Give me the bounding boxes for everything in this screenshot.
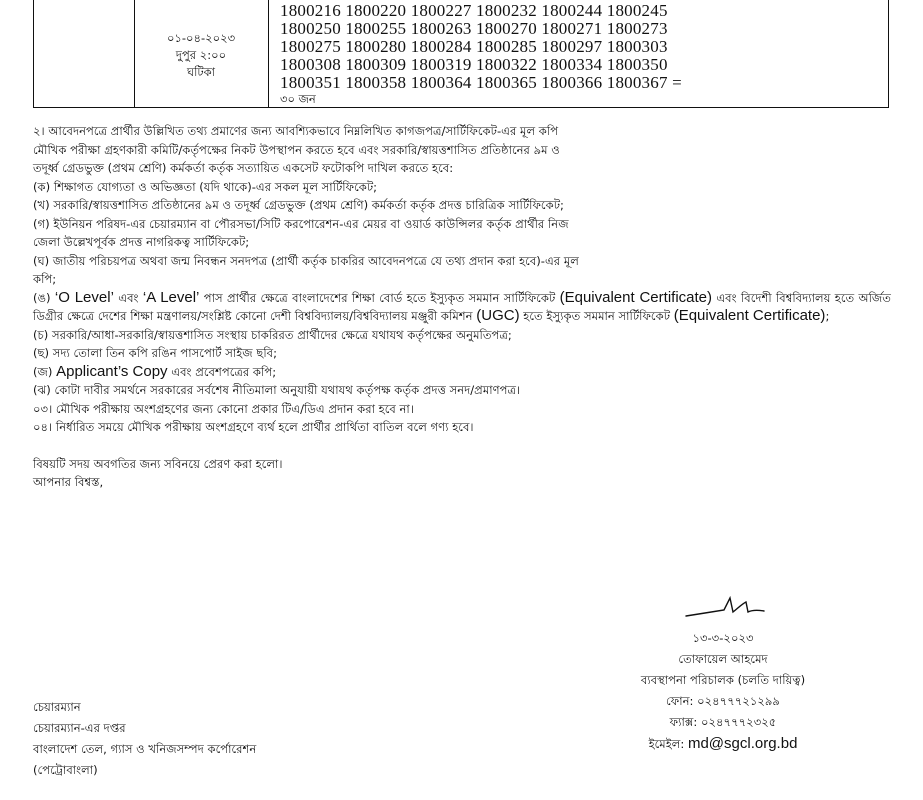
item-text: এবং বিদেশী বিশ্ববিদ্যালয় হতে অর্জিত ডিগ্রীর ক্ষেত্রে দেশের শিক্ষা bbox=[33, 290, 891, 323]
equivalent-certificate-text: (Equivalent Certificate) bbox=[559, 288, 712, 306]
list-item-cha: (চ) সরকারি/আধা-সরকারি/স্বায়ত্তশাসিত সংস্থায় চাকরিরত প্রার্থীদের ক্ষেত্রে যথাযথ কর্তৃপক্ষের অনুমতিপত্র; bbox=[33, 327, 512, 342]
closing-line: বিষয়টি সদয় অবগতির জন্য সবিনয়ে প্রেরণ করা হলো। bbox=[33, 456, 283, 471]
list-item-jha: (ঝ) কোটা দাবীর সমর্থনে সরকারের সর্বশেষ নীতিমালা অনুযায়ী যথাযথ কর্তৃপক্ষ কর্তৃক প্রদত্ত সনদ/প্রমাণপত্র। bbox=[33, 383, 521, 397]
interview-time: দুপুর ২:০০ bbox=[175, 48, 227, 62]
letter-body bbox=[33, 122, 891, 492]
interview-time-unit: ঘটিকা bbox=[186, 65, 216, 79]
list-item-umo bbox=[33, 289, 891, 326]
list-item-ga: (গ) ইউনিয়ন পরিষদ-এর চেয়ারম্যান বা পৌরসভা/সিটি করপোরেশন-এর মেয়র বা ওয়ার্ড কাউন্সিলর কর্তৃক প্রার্থীর নিজ bbox=[33, 216, 569, 231]
item-text: এবং প্রবেশপত্রের কপি; bbox=[167, 364, 277, 379]
roll-line: 1800216 1800220 1800227 1800232 1800244 1800245 bbox=[280, 1, 668, 20]
signatory-name: তোফায়েল আহমেদ bbox=[678, 652, 768, 666]
paragraph-2-line: ২। আবেদনপত্রে প্রার্থীর উল্লিখিত তথ্য প্রমাণের জন্য আবশ্যিকভাবে নিম্নলিখিত কাগজপত্র/সার্টিফিকেট-এর মূল কপি bbox=[33, 124, 559, 138]
item-text: ; bbox=[825, 309, 830, 323]
interview-schedule-table bbox=[33, 0, 889, 108]
paragraph-3: ০৩। মৌখিক পরীক্ষায় অংশগ্রহণের জন্য কোনো প্রকার টিএ/ডিএ প্রদান করা হবে না। bbox=[33, 401, 414, 416]
item-text: এবং bbox=[113, 290, 143, 305]
phone-number: ফোন: ০২৪৭৭৭২১২৯৯ bbox=[666, 694, 780, 708]
ugc-text: (UGC) bbox=[476, 307, 520, 324]
applicants-copy-text: Applicant’s Copy bbox=[56, 362, 168, 380]
list-item-gha: কপি; bbox=[33, 272, 57, 286]
recipient-line: (পেট্রোবাংলা) bbox=[33, 763, 98, 777]
table-cell-date-time bbox=[134, 0, 269, 107]
equivalent-certificate-text: (Equivalent Certificate) bbox=[673, 307, 826, 324]
roll-line: 1800275 1800280 1800284 1800285 1800297 1800303 bbox=[280, 37, 668, 56]
paragraph-4: ০৪। নির্ধারিত সময়ে মৌখিক পরীক্ষায় অংশগ্রহণে ব্যর্থ হলে প্রার্থীর প্রার্থিতা বাতিল বলে গণ্য হবে। bbox=[33, 420, 474, 434]
email-line bbox=[583, 733, 863, 755]
item-text: মন্ত্রণালয়/সংশ্লিষ্ট কোনো দেশী বিশ্ববিদ্যালয়/বিশ্ববিদ্যালয় মঞ্জুরী কমিশন bbox=[156, 309, 477, 323]
roll-line: 1800308 1800309 1800319 1800322 1800334 1800350 bbox=[280, 55, 668, 74]
recipient-line: চেয়ারম্যান bbox=[33, 700, 81, 714]
list-item-gha: (ঘ) জাতীয় পরিচয়পত্র অথবা জন্ম নিবন্ধন সনদপত্র (প্রার্থী কর্তৃক চাকরির আবেদনপত্রে যে তথ্য প্রদান করা হবে)-এর মূল bbox=[33, 253, 579, 268]
list-item-ka: (ক) শিক্ষাগত যোগ্যতা ও অভিজ্ঞতা (যদি থাকে)-এর সকল মূল সার্টিফিকেট; bbox=[33, 179, 378, 194]
regards-line: আপনার বিশ্বস্ত, bbox=[33, 475, 104, 489]
list-item-chha: (ছ) সদ্য তোলা তিন কপি রঙিন পাসপোর্ট সাইজ ছবি; bbox=[33, 346, 278, 360]
recipient-address bbox=[33, 697, 256, 781]
table-cell-empty bbox=[34, 0, 135, 107]
signature-block bbox=[583, 592, 863, 755]
signature-date: ১৩-৩-২০২৩ bbox=[692, 631, 754, 645]
item-text: হতে ইস্যুকৃত সমমান সার্টিফিকেট bbox=[519, 309, 671, 323]
interview-date: ০১-০৪-২০২৩ bbox=[166, 31, 236, 45]
handwritten-signature bbox=[678, 592, 768, 622]
list-item-ga: জেলা উল্লেখপূর্বক প্রদত্ত নাগরিকত্ব সার্টিফিকেট; bbox=[33, 235, 250, 249]
fax-number: ফ্যাক্স: ০২৪৭৭৭২৩২৫ bbox=[669, 715, 777, 729]
spacer bbox=[33, 437, 891, 455]
table-cell-roll-numbers bbox=[270, 0, 888, 107]
o-level-text: ‘O Level’ bbox=[54, 288, 114, 306]
item-text: পাস প্রার্থীর ক্ষেত্রে বাংলাদেশের শিক্ষা বোর্ড হতে ইস্যুকৃত সমমান সার্টিফিকেট bbox=[199, 290, 556, 305]
item-text: (ঙ) bbox=[33, 290, 55, 305]
candidate-total: ৩০ জন bbox=[280, 92, 316, 106]
list-item-ja bbox=[33, 363, 891, 382]
list-item-kha: (খ) সরকারি/স্বায়ত্তশাসিত প্রতিষ্ঠানের ৯ম ও তদূর্ধ্ব গ্রেডভুক্ত (প্রথম শ্রেণি) কর্মকর্তা কর্তৃক প্রদত্ত চারিত্রিক সার্টিফিকেট; bbox=[33, 198, 564, 212]
a-level-text: ‘A Level’ bbox=[142, 288, 200, 306]
paragraph-2-line: তদূর্ধ্ব গ্রেডভুক্ত (প্রথম শ্রেণি) কর্মকর্তা কর্তৃক সত্যায়িত একসেট ফটোকপি দাখিল করতে হবে: bbox=[33, 161, 454, 175]
paragraph-2-line: মৌখিক পরীক্ষা গ্রহণকারী কমিটি/কর্তৃপক্ষের নিকট উপস্থাপন করতে হবে এবং সরকারি/স্বায়ত্তশাসিত প্রতিষ্ঠানের ৯ম ও bbox=[33, 142, 560, 157]
email-address: md@sgcl.org.bd bbox=[687, 735, 798, 752]
roll-line: 1800250 1800255 1800263 1800270 1800271 1800273 bbox=[280, 19, 668, 38]
email-label: ইমেইল: bbox=[648, 737, 688, 751]
recipient-line: বাংলাদেশ তেল, গ্যাস ও খনিজসম্পদ কর্পোরেশন bbox=[33, 742, 257, 756]
roll-line: 1800351 1800358 1800364 1800365 1800366 1800367 = bbox=[280, 73, 682, 92]
recipient-line: চেয়ারম্যান-এর দপ্তর bbox=[33, 721, 126, 735]
item-text: (জ) bbox=[33, 364, 57, 379]
signatory-designation: ব্যবস্থাপনা পরিচালক (চলতি দায়িত্ব) bbox=[640, 673, 806, 687]
